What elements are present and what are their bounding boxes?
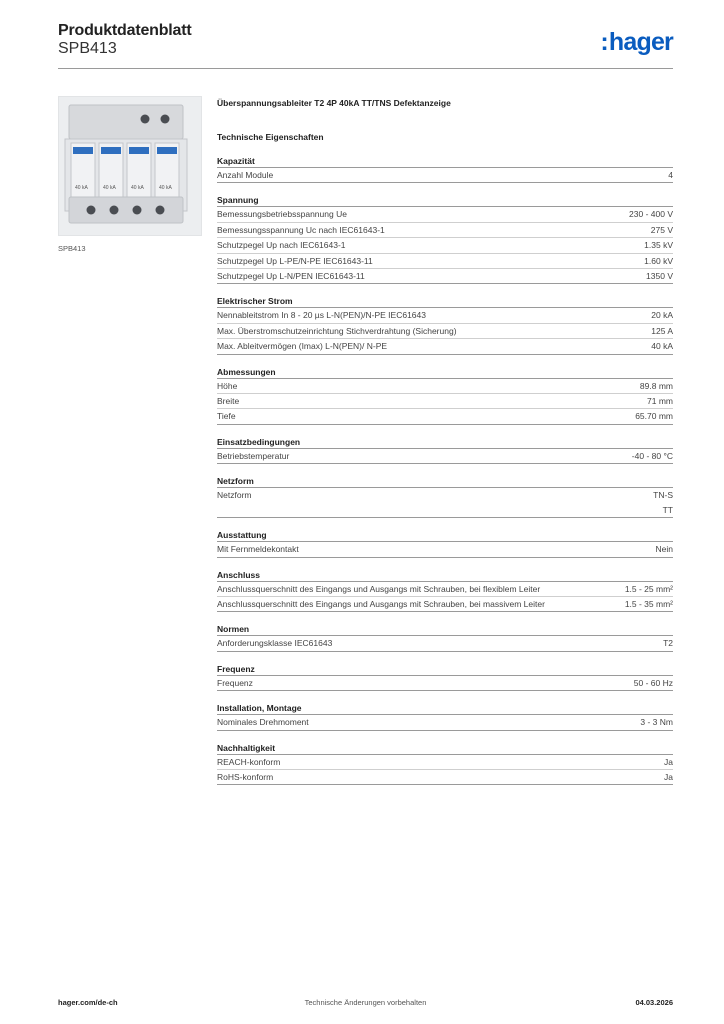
spec-group [217, 194, 673, 284]
spec-group [217, 436, 673, 464]
document-header [58, 22, 673, 68]
spec-value: 275 V [650, 224, 673, 235]
spec-group [217, 529, 673, 557]
spec-label: Max. Ableitvermögen (Imax) L-N(PEN)/ N-PE [217, 341, 388, 352]
product-heading: Überspannungsableiter T2 4P 40kA TT/TNS Defektanzeige [217, 98, 451, 108]
spec-row [217, 488, 673, 518]
spec-group-title: Netzform [217, 475, 673, 488]
spec-group-title: Einsatzbedingungen [217, 436, 673, 449]
spec-value: 65.70 mm [635, 411, 673, 422]
spec-label: Schutzpegel Up L-N/PEN IEC61643-11 [217, 271, 365, 282]
spec-group-title: Normen [217, 623, 673, 636]
spec-group [217, 702, 673, 730]
document-subtitle: SPB413 [58, 40, 117, 57]
spec-label: Höhe [217, 380, 238, 391]
spec-row [217, 597, 673, 612]
spec-row [217, 324, 673, 339]
spec-row [217, 168, 673, 183]
spec-row [217, 394, 673, 409]
spec-label: Bemessungsspannung Uc nach IEC61643-1 [217, 224, 385, 235]
spec-label: Anforderungsklasse IEC61643 [217, 638, 333, 649]
spec-row [217, 379, 673, 394]
spec-label: Anschlussquerschnitt des Eingangs und Ausgangs mit Schrauben, bei flexiblem Leiter [217, 583, 541, 594]
spec-value: Ja [664, 756, 673, 767]
spec-value: 3 - 3 Nm [640, 717, 673, 728]
spec-value: 125 A [651, 325, 673, 336]
spec-value: 89.8 mm [639, 380, 673, 391]
footer-url[interactable]: hager.com/de-ch [58, 998, 118, 1007]
spec-row [217, 308, 673, 323]
footer-disclaimer: Technische Änderungen vorbehalten [304, 998, 427, 1007]
spec-row [217, 770, 673, 785]
spec-label: Betriebstemperatur [217, 450, 290, 461]
spec-label: Max. Überstromschutzeinrichtung Stichverdrahtung (Sicherung) [217, 325, 457, 336]
spec-group [217, 623, 673, 651]
spec-row [217, 409, 673, 424]
spec-label: Schutzpegel Up L-PE/N-PE IEC61643-11 [217, 255, 373, 266]
spec-value: Ja [664, 771, 673, 782]
spec-label: Frequenz [217, 677, 253, 688]
spec-value: Nein [655, 544, 673, 555]
spec-value: T2 [663, 638, 673, 649]
spec-value: 230 - 400 V [629, 209, 673, 220]
spec-row [217, 269, 673, 284]
header-divider [58, 68, 673, 69]
spec-label: Bemessungsbetriebsspannung Ue [217, 209, 347, 220]
spec-group [217, 295, 673, 354]
image-caption: SPB413 [58, 244, 86, 253]
module-indicator-window [129, 147, 149, 154]
spec-value: 4 [668, 170, 673, 180]
spec-label: Mit Fernmeldekontakt [217, 544, 299, 555]
spec-row [217, 254, 673, 269]
spec-value: TN-S TT [653, 490, 673, 515]
spec-label: Tiefe [217, 411, 236, 422]
module-indicator-window [157, 147, 177, 154]
hager-logo [600, 28, 673, 57]
logo-colon-icon: : [600, 28, 608, 56]
logo-text: hager [608, 28, 673, 56]
spec-group-title: Kapazität [217, 155, 673, 168]
spec-group-title: Ausstattung [217, 529, 673, 542]
section-heading-technical: Technische Eigenschaften [217, 132, 324, 142]
document-footer [58, 998, 673, 1010]
product-specifications [217, 96, 673, 785]
spec-group-title: Anschluss [217, 569, 673, 582]
spec-row [217, 582, 673, 597]
spec-row [217, 542, 673, 557]
spec-label: RoHS-konform [217, 771, 274, 782]
surge-arrester-illustration [59, 97, 201, 235]
spec-group [217, 742, 673, 786]
spec-group-title: Elektrischer Strom [217, 295, 673, 308]
spec-group-title: Spannung [217, 194, 673, 207]
module-rating-label: 40 kA [103, 185, 116, 191]
spec-label: Nennableitstrom In 8 - 20 µs L-N(PEN)/N-PE IEC61643 [217, 310, 426, 321]
spec-group [217, 366, 673, 425]
module-indicator-window [101, 147, 121, 154]
spec-label: REACH-konform [217, 756, 281, 767]
footer-date: 04.03.2026 [635, 998, 673, 1007]
spec-row [217, 339, 673, 354]
spec-value: 20 kA [651, 310, 673, 321]
spec-value: 50 - 60 Hz [633, 677, 673, 688]
spec-value: 1.60 kV [644, 255, 673, 266]
spec-row [217, 715, 673, 730]
module-rating-label: 40 kA [75, 185, 88, 191]
spec-value: 71 mm [647, 396, 673, 407]
spec-row [217, 223, 673, 238]
spec-value: 1.5 - 35 mm² [624, 598, 673, 609]
spec-row [217, 755, 673, 770]
product-image [58, 96, 202, 236]
spec-group [217, 475, 673, 518]
module-rating-label: 40 kA [159, 185, 172, 191]
document-title: Produktdatenblatt [58, 22, 192, 39]
spec-label: Breite [217, 396, 240, 407]
spec-groups [217, 155, 673, 785]
spec-group [217, 155, 673, 183]
module-indicator-window [73, 147, 93, 154]
spec-value: 40 kA [651, 341, 673, 352]
spec-group-title: Installation, Montage [217, 702, 673, 715]
spec-row [217, 207, 673, 222]
spec-row [217, 676, 673, 691]
spec-label: Anschlussquerschnitt des Eingangs und Ausgangs mit Schrauben, bei massivem Leiter [217, 598, 545, 609]
spec-row [217, 636, 673, 651]
spec-value: -40 - 80 °C [631, 450, 673, 461]
spec-group-title: Abmessungen [217, 366, 673, 379]
spec-label: Anzahl Module [217, 170, 274, 180]
spec-value: 1.5 - 25 mm² [624, 583, 673, 594]
spec-group-title: Frequenz [217, 663, 673, 676]
spec-label: Nominales Drehmoment [217, 717, 309, 728]
spec-label: Schutzpegel Up nach IEC61643-1 [217, 240, 346, 251]
module-rating-label: 40 kA [131, 185, 144, 191]
spec-value: 1.35 kV [644, 240, 673, 251]
spec-row [217, 449, 673, 464]
spec-label: Netzform [217, 490, 252, 501]
spec-value: 1350 V [646, 271, 673, 282]
spec-group [217, 569, 673, 613]
spec-row [217, 238, 673, 253]
spec-group-title: Nachhaltigkeit [217, 742, 673, 755]
spec-group [217, 663, 673, 691]
